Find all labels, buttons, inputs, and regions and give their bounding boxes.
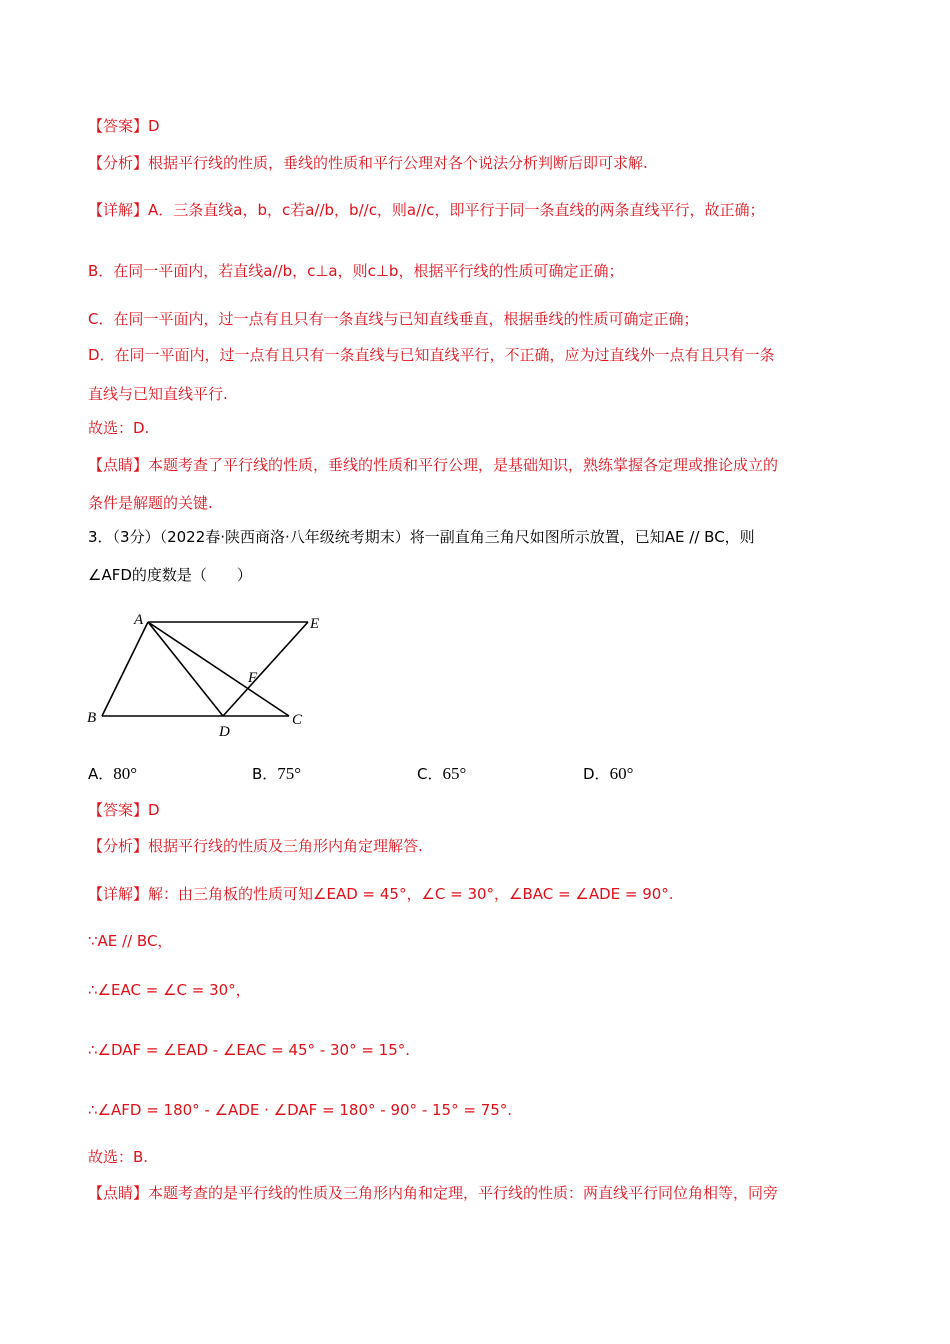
- q2-detail-c: C．在同一平面内，过一点有且只有一条直线与已知直线垂直，根据垂线的性质可确定正确；: [88, 310, 699, 328]
- option-value: 75°: [277, 764, 302, 783]
- q3-stem-1: 3．（3分）（2022春·陕西商洛·八年级统考期末）将一副直角三角尺如图所示放置，已知AE // BC，则: [88, 528, 755, 546]
- option-value: 65°: [442, 764, 467, 783]
- q3-choose: 故选：B.: [88, 1148, 149, 1166]
- q3-stem-2: ∠AFD的度数是（ ）: [88, 566, 252, 584]
- answer-tag: 【答案】: [88, 117, 149, 135]
- q2-choose: 故选：D.: [88, 419, 150, 437]
- triangle-rulers-figure: [82, 606, 332, 741]
- q3-detail-1: [88, 883, 674, 905]
- q3-analysis-line: [88, 835, 423, 857]
- q3-detail-2: ∵AE // BC，: [88, 932, 173, 950]
- q3-comment-line: [88, 1182, 778, 1204]
- option-c: [417, 763, 466, 785]
- comment-tag: 【点睛】: [88, 1184, 149, 1202]
- comment-text: 本题考查了平行线的性质，垂线的性质和平行公理，是基础知识，熟练掌握各定理或推论成立的: [148, 456, 779, 474]
- q2-detail-a: [88, 199, 764, 221]
- label-f: F: [248, 670, 258, 686]
- answer-value: D: [148, 801, 160, 819]
- q2-detail-b: B．在同一平面内，若直线a//b，c⊥a，则c⊥b，根据平行线的性质可确定正确；: [88, 262, 624, 280]
- answer-value: D: [148, 117, 160, 135]
- q3-detail-4: ∴∠DAF = ∠EAD - ∠EAC = 45° - 30° = 15°.: [88, 1041, 411, 1059]
- q2-answer-line: [88, 115, 160, 137]
- q3-answer-line: [88, 799, 160, 821]
- option-value: 60°: [609, 764, 634, 783]
- label-d: D: [219, 724, 230, 740]
- comment-text: 本题考查的是平行线的性质及三角形内角和定理，平行线的性质：两直线平行同位角相等，同旁: [148, 1184, 779, 1202]
- analysis-text: 根据平行线的性质及三角形内角定理解答.: [148, 837, 423, 855]
- label-a: A: [134, 612, 144, 628]
- detail-tag: 【详解】: [88, 885, 149, 903]
- analysis-tag: 【分析】: [88, 837, 149, 855]
- q2-comment-line: [88, 454, 778, 476]
- detail-text: A．三条直线a，b，c若a//b，b//c，则a//c，即平行于同一条直线的两条直线平行，故正确；: [148, 201, 765, 219]
- option-value: 80°: [113, 764, 138, 783]
- option-b: [252, 763, 301, 785]
- option-letter: B．: [252, 765, 278, 783]
- detail-text: 解：由三角板的性质可知∠EAD = 45°，∠C = 30°，∠BAC = ∠ADE = 90°.: [148, 885, 674, 903]
- analysis-tag: 【分析】: [88, 154, 149, 172]
- option-letter: C．: [417, 765, 443, 783]
- segment-ac: [148, 622, 289, 716]
- segment-ab: [102, 622, 148, 716]
- option-letter: A．: [88, 765, 114, 783]
- segment-ad: [148, 622, 223, 716]
- q2-comment-2: 条件是解题的关键.: [88, 494, 213, 512]
- q3-detail-3: ∴∠EAC = ∠C = 30°，: [88, 981, 251, 999]
- option-letter: D．: [583, 765, 610, 783]
- q2-detail-d1: D．在同一平面内，过一点有且只有一条直线与已知直线平行，不正确，应为过直线外一点有且只有一条: [88, 346, 775, 364]
- label-c: C: [292, 712, 303, 728]
- comment-tag: 【点睛】: [88, 456, 149, 474]
- q2-detail-d2: 直线与已知直线平行.: [88, 385, 228, 403]
- analysis-text: 根据平行线的性质，垂线的性质和平行公理对各个说法分析判断后即可求解.: [148, 154, 648, 172]
- option-d: [583, 763, 633, 785]
- q3-detail-5: ∴∠AFD = 180° - ∠ADE · ∠DAF = 180° - 90° - 15° = 75°.: [88, 1101, 513, 1119]
- option-a: [88, 763, 137, 785]
- detail-tag: 【详解】: [88, 201, 149, 219]
- segment-de: [223, 622, 308, 716]
- label-e: E: [310, 616, 320, 632]
- q2-analysis-line: [88, 152, 648, 174]
- answer-tag: 【答案】: [88, 801, 149, 819]
- label-b: B: [87, 710, 97, 726]
